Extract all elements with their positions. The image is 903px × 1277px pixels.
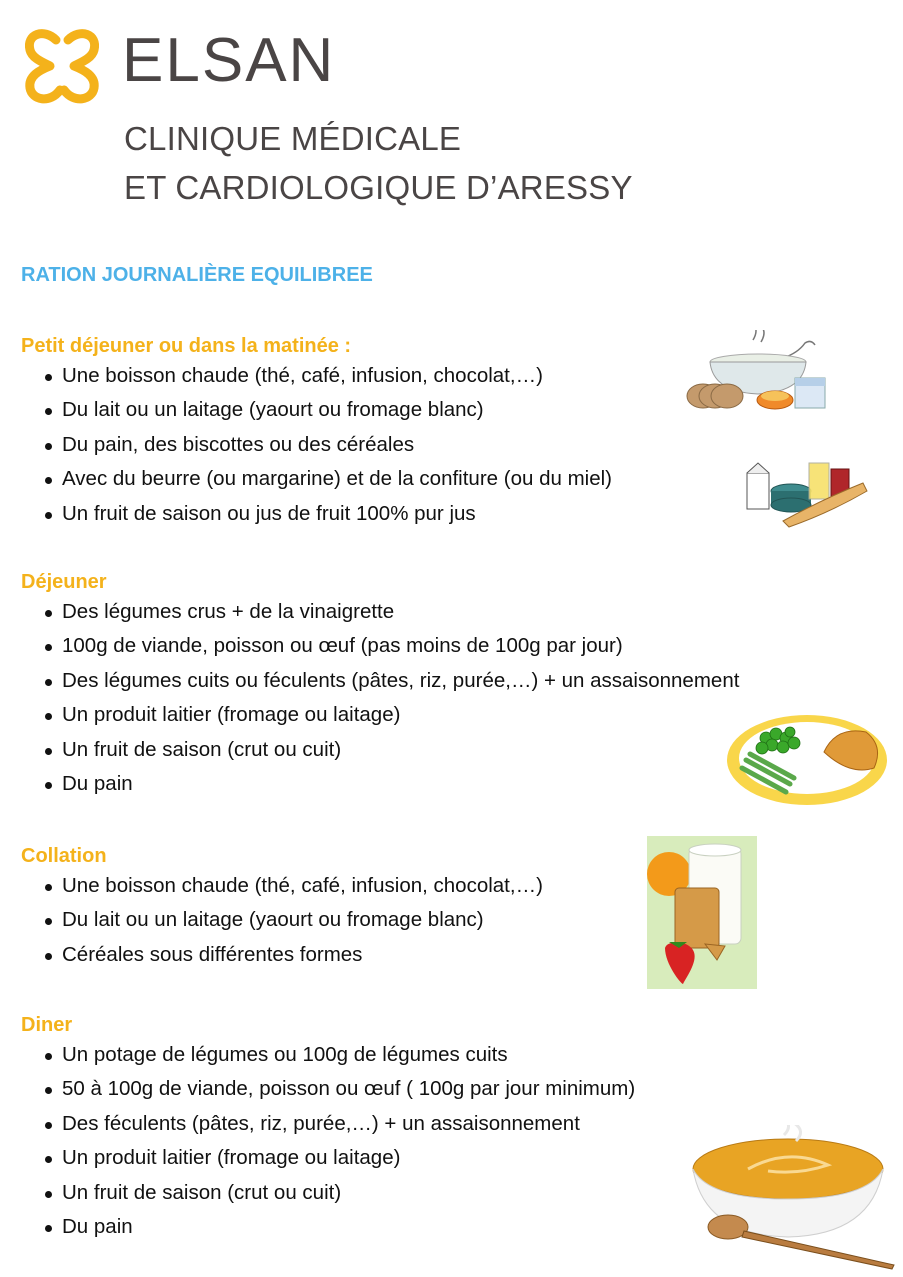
section-breakfast xyxy=(21,333,612,531)
page-title: RATION JOURNALIÈRE EQUILIBREE xyxy=(21,264,373,286)
section-lunch xyxy=(21,569,739,801)
section-heading: Déjeuner xyxy=(21,571,107,593)
list-item: Un produit laitier (fromage ou laitage) xyxy=(21,698,739,732)
list-item: 100g de viande, poisson ou œuf (pas moins de 100g par jour) xyxy=(21,629,739,663)
item-list xyxy=(21,1038,635,1244)
list-item: Des légumes cuits ou féculents (pâtes, riz, purée,…) + un assaisonnement xyxy=(21,664,739,698)
section-heading: Petit déjeuner ou dans la matinée : xyxy=(21,335,352,357)
section-dinner xyxy=(21,1012,635,1244)
section-heading: Collation xyxy=(21,845,107,867)
clinic-name-line2: ET CARDIOLOGIQUE D’ARESSY xyxy=(124,169,633,206)
list-item: Une boisson chaude (thé, café, infusion, chocolat,…) xyxy=(21,869,543,903)
snack-milk-biscuit-illustration xyxy=(647,836,757,989)
list-item: Du lait ou un laitage (yaourt ou fromage blanc) xyxy=(21,393,612,427)
list-item: Un produit laitier (fromage ou laitage) xyxy=(21,1141,635,1175)
dinner-soup-bowl-illustration xyxy=(688,1125,898,1271)
elsan-logo-icon xyxy=(22,28,102,104)
list-item: Un fruit de saison (crut ou cuit) xyxy=(21,1176,635,1210)
section-snack xyxy=(21,843,543,972)
list-item: Du pain xyxy=(21,1210,635,1244)
lunch-plate-illustration xyxy=(726,712,888,808)
list-item: Du lait ou un laitage (yaourt ou fromage blanc) xyxy=(21,903,543,937)
list-item: Un fruit de saison (crut ou cuit) xyxy=(21,733,739,767)
clinic-name-line1: CLINIQUE MÉDICALE xyxy=(124,120,462,157)
list-item: Des légumes crus + de la vinaigrette xyxy=(21,595,739,629)
list-item: Un potage de légumes ou 100g de légumes cuits xyxy=(21,1038,635,1072)
section-heading: Diner xyxy=(21,1014,73,1036)
item-list xyxy=(21,359,612,531)
list-item: Avec du beurre (ou margarine) et de la confiture (ou du miel) xyxy=(21,462,612,496)
list-item: Un fruit de saison ou jus de fruit 100% pur jus xyxy=(21,497,612,531)
list-item: Céréales sous différentes formes xyxy=(21,938,543,972)
list-item: 50 à 100g de viande, poisson ou œuf ( 100g par jour minimum) xyxy=(21,1072,635,1106)
list-item: Une boisson chaude (thé, café, infusion, chocolat,…) xyxy=(21,359,612,393)
item-list xyxy=(21,595,739,801)
item-list xyxy=(21,869,543,972)
breakfast-bowl-illustration xyxy=(683,330,833,415)
list-item: Du pain xyxy=(21,767,739,801)
list-item: Des féculents (pâtes, riz, purée,…) + un assaisonnement xyxy=(21,1107,635,1141)
brand-name: ELSAN xyxy=(122,26,336,95)
butter-jam-illustration xyxy=(743,455,868,530)
list-item: Du pain, des biscottes ou des céréales xyxy=(21,428,612,462)
